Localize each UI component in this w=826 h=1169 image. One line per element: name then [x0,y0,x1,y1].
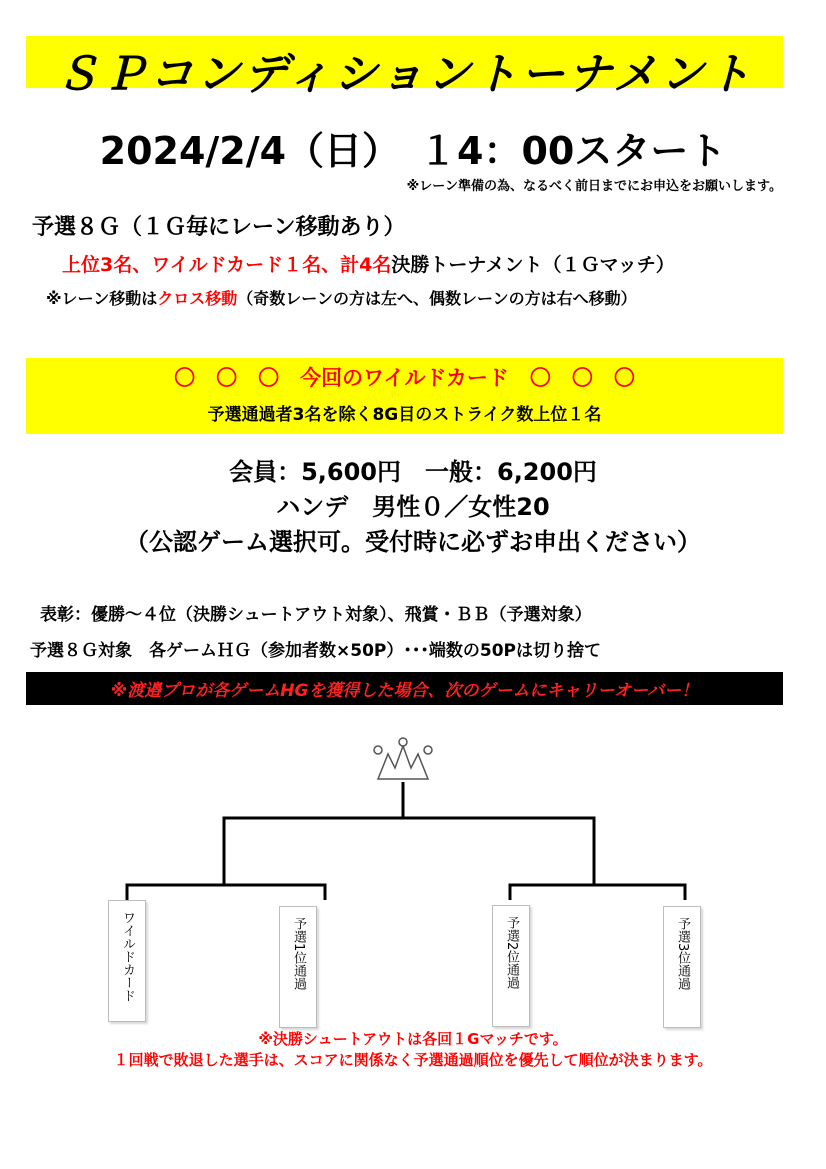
qualifier-format: 予選８Ｇ（１Ｇ毎にレーン移動あり） [32,215,406,240]
lane-move-prefix: ※レーン移動は [46,289,158,308]
reservation-note: ※レーン準備の為、なるべく前日までにお申込をお願いします。 [406,179,782,194]
seed-box-second [492,905,530,1027]
ranking-note: １回戦で敗退した選手は、スコアに関係なく予選通過順位を優先して順位が決まります。 [113,1051,713,1069]
seed-box-wildcard [108,900,146,1022]
seed-label: ワイルドカード [120,911,135,1002]
lane-move-red: クロス移動 [157,289,238,308]
seed-label: 予選1位通過 [291,917,306,991]
handicap: ハンデ 男性０／女性20 [276,493,550,521]
crown-icon [374,738,432,779]
wildcard-rule: 予選通過者3名を除く8G目のストライク数上位１名 [207,405,602,425]
event-datetime: 2024/2/4（日） １4：00スタート [99,129,727,173]
bracket-lines [127,782,685,900]
page-title: ＳＰコンディショントーナメント [55,49,754,100]
seed-label: 予選3位通過 [675,917,690,991]
sanction-note: （公認ゲーム選択可。受付時に必ずお申出ください） [125,528,701,556]
lane-move-rule [46,286,637,309]
shootout-note: ※決勝シュートアウトは各回１Gマッチです。 [258,1030,568,1048]
advance-rule-black: 決勝トーナメント（１Ｇマッチ） [391,254,675,276]
lane-move-suffix: （奇数レーンの方は左へ、偶数レーンの方は右へ移動） [237,289,637,308]
seed-box-first [279,906,317,1028]
high-game-prize: 予選８Ｇ対象 各ゲームＨＧ（参加者数×50P）･･･端数の50Pは切り捨て [30,641,601,661]
title-banner [26,36,783,100]
wildcard-box [26,358,783,434]
seed-label: 予選2位通過 [504,916,519,990]
seed-box-third [663,906,701,1028]
advance-rule [62,250,675,277]
awards: 表彰：優勝～４位（決勝シュートアウト対象）、飛賞・ＢＢ（予選対象） [40,605,592,625]
carryover-banner [26,672,783,705]
carryover-text: ※渡邉プロが各ゲームHGを獲得した場合、次のゲームにキャリーオーバー！ [110,681,699,701]
advance-rule-red: 上位3名、ワイルドカード１名、計4名 [62,254,392,276]
wildcard-heading: 〇 〇 〇 今回のワイルドカード 〇 〇 〇 [174,366,635,390]
entry-fees: 会員：5,600円 一般：6,200円 [229,458,597,486]
